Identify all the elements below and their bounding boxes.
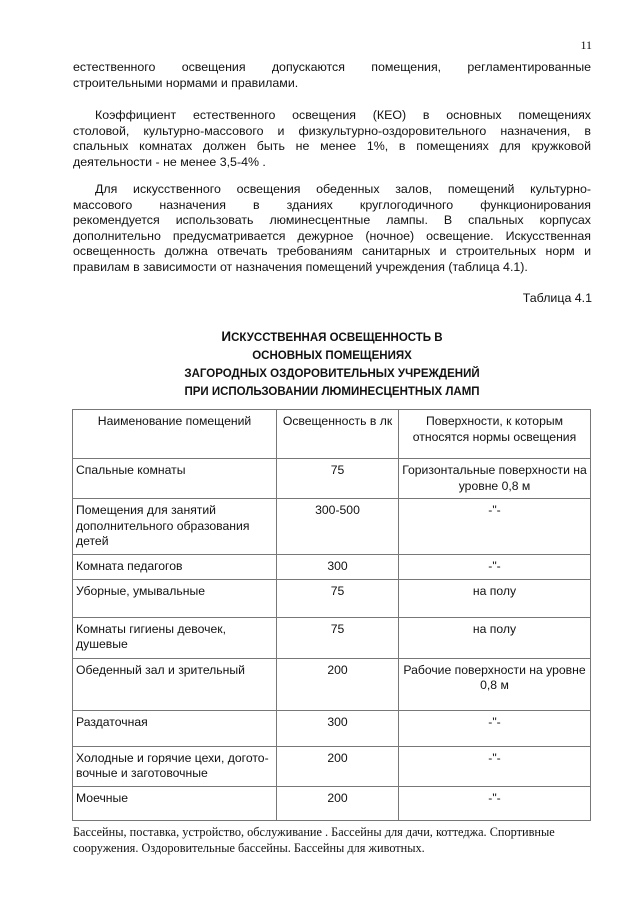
room-cell: Раздаточная	[73, 710, 277, 746]
surface-cell: на полу	[399, 579, 591, 617]
text-line: деятельности - не менее 3,5-4% .	[73, 154, 266, 169]
room-cell: Помещения для занятий дополнительного образования детей	[73, 499, 277, 555]
surface-cell: -"-	[399, 710, 591, 746]
table-label: Таблица 4.1	[522, 291, 592, 305]
surface-cell: -"-	[399, 786, 591, 820]
header-cell: Наименование помещений	[73, 410, 277, 459]
table-title	[73, 328, 591, 401]
room-cell: Холодные и горячие цехи, догото-вочные и заготовочные	[73, 746, 277, 786]
text-line: рекомендуется использовать люминесцентные лампы. В спальных корпусах	[73, 213, 591, 227]
lux-cell: 300	[277, 555, 399, 580]
table-header-row	[73, 410, 591, 459]
page-number: 11	[580, 38, 592, 52]
lux-cell: 200	[277, 786, 399, 820]
table-title-line: ПРИ ИСПОЛЬЗОВАНИИ ЛЮМИНЕСЦЕНТНЫХ ЛАМП	[184, 386, 480, 398]
text-line: массового назначения в зданиях круглогодичного функционирования	[73, 197, 591, 212]
text-line: спальных комнатах должен быть не менее 1%, в помещениях для кружковой	[73, 139, 591, 153]
text-line: правилам в зависимости от назначения помещений учреждения (таблица 4.1).	[73, 259, 528, 274]
header-cell: Освещенность в лк	[277, 410, 399, 459]
table-row	[73, 786, 591, 820]
text-line: Коэффициент естественного освещения (КЕО) в основных помещениях	[95, 108, 591, 122]
text-line: строительными нормами и правилами.	[73, 75, 299, 90]
paragraph-artificial-lighting	[73, 182, 591, 275]
lighting-table	[72, 409, 591, 821]
paragraph-keo	[73, 108, 591, 170]
paragraph-natural-lighting	[73, 60, 591, 91]
lux-cell: 75	[277, 459, 399, 499]
table-row	[73, 746, 591, 786]
lux-cell: 200	[277, 658, 399, 710]
table-row	[73, 579, 591, 617]
room-cell: Спальные комнаты	[73, 459, 277, 499]
surface-cell: на полу	[399, 617, 591, 658]
text-line: столовой, культурно-массового и физкультурно-оздоровительного назначения, в	[73, 123, 591, 138]
room-cell: Комната педагогов	[73, 555, 277, 580]
surface-cell: Рабочие поверхности на уровне 0,8 м	[399, 658, 591, 710]
footer-links-text	[73, 824, 593, 856]
table-title-line: ЗАГОРОДНЫХ ОЗДОРОВИТЕЛЬНЫХ УЧРЕЖДЕНИЙ	[184, 368, 480, 380]
table-title-line: ОСНОВНЫХ ПОМЕЩЕНИЯХ	[252, 350, 412, 362]
text-line: естественного освещения допускаются помещения, регламентированные	[73, 60, 591, 74]
table-title-line	[73, 328, 591, 347]
text-line: Для искусственного освещения обеденных залов, помещений культурно-	[95, 182, 591, 196]
table-row	[73, 499, 591, 555]
footer-line: Бассейны, поставка, устройство, обслуживание . Бассейны для дачи, коттеджа. Спортивные	[73, 825, 555, 839]
room-cell: Уборные, умывальные	[73, 579, 277, 617]
table-row	[73, 617, 591, 658]
title-rest: СКУССТВЕННАЯ ОСВЕЩЕННОСТЬ В	[231, 332, 443, 344]
surface-cell: -"-	[399, 499, 591, 555]
table-row	[73, 459, 591, 499]
footer-line: сооружения. Оздоровительные бассейны. Бассейны для животных.	[73, 841, 425, 855]
surface-cell: -"-	[399, 555, 591, 580]
room-cell: Комнаты гигиены девочек, душевые	[73, 617, 277, 658]
text-line: дополнительно предусматривается дежурное (ночное) освещение. Искусственная	[73, 228, 591, 243]
lux-cell: 75	[277, 617, 399, 658]
table-row	[73, 710, 591, 746]
title-initial: И	[221, 329, 232, 344]
table-row	[73, 555, 591, 580]
text-line: освещенность должна отвечать требованиям санитарных и строительных норм и	[73, 244, 591, 258]
room-cell: Обеденный зал и зрительный	[73, 658, 277, 710]
header-cell: Поверхности, к которым относятся нормы освещения	[399, 410, 591, 459]
lux-cell: 300	[277, 710, 399, 746]
surface-cell: Горизонтальные поверхности на уровне 0,8 м	[399, 459, 591, 499]
room-cell: Моечные	[73, 786, 277, 820]
lux-cell: 200	[277, 746, 399, 786]
table-row	[73, 658, 591, 710]
lux-cell: 300-500	[277, 499, 399, 555]
surface-cell: -"-	[399, 746, 591, 786]
lux-cell: 75	[277, 579, 399, 617]
